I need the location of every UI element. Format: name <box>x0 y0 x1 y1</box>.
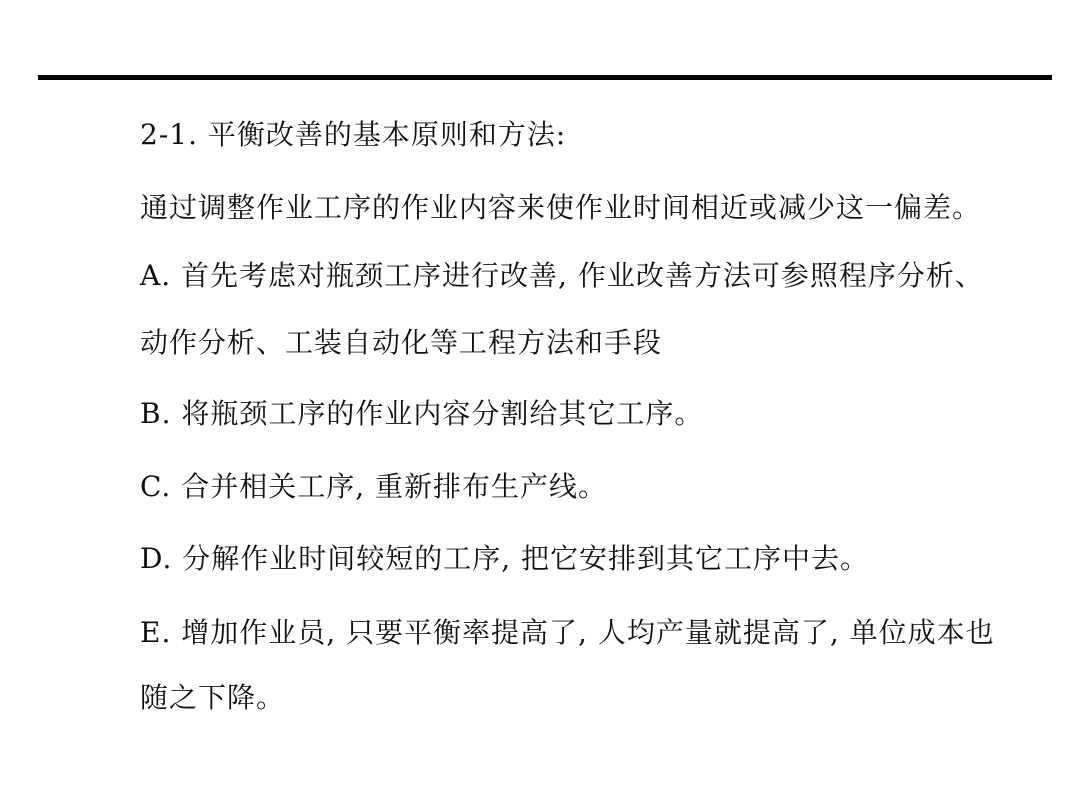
item-a-line-2: 动作分析、工装自动化等工程方法和手段 <box>140 326 663 359</box>
top-divider-rule <box>38 75 1052 80</box>
item-e-line-2: 随之下降。 <box>140 681 286 714</box>
section-heading: 2-1. 平衡改善的基本原则和方法: <box>140 118 567 151</box>
item-e-line-1: E. 增加作业员, 只要平衡率提高了, 人均产量就提高了, 单位成本也 <box>140 616 995 649</box>
item-a-line-1: A. 首先考虑对瓶颈工序进行改善, 作业改善方法可参照程序分析、 <box>140 259 984 292</box>
item-c: C. 合并相关工序, 重新排布生产线。 <box>140 470 608 503</box>
item-d: D. 分解作业时间较短的工序, 把它安排到其它工序中去。 <box>140 542 870 575</box>
item-b: B. 将瓶颈工序的作业内容分割给其它工序。 <box>140 397 704 430</box>
intro-text: 通过调整作业工序的作业内容来使作业时间相近或减少这一偏差。 <box>140 191 982 224</box>
